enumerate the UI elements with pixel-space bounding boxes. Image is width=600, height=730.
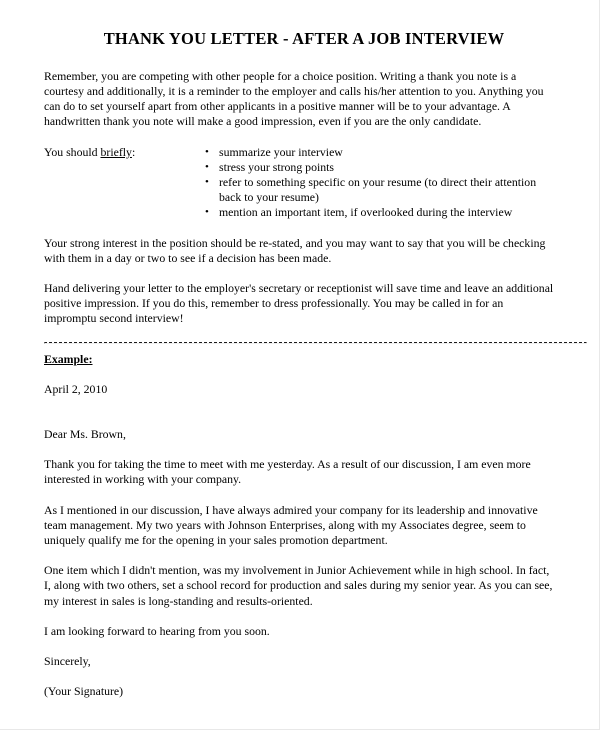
spacer [44,548,558,563]
spacer [44,221,558,236]
spacer [44,397,558,427]
example-heading: Example: [44,351,93,366]
spacer [44,367,558,382]
spacer [44,130,558,145]
spacer [44,327,558,342]
briefly-bullet-list [205,145,558,221]
letter-closing: Sincerely, [44,654,91,669]
letter-body-paragraph-2: As I mentioned in our discussion, I have always admired your company for its leadership and innovative team management. My two years with Johnson Enterprises, along with my Associates degree, seem to uniquely qualify me for the opening in your sales promotion department. [44,502,538,548]
briefly-section [44,145,558,221]
document-content [44,0,558,699]
letter-date: April 2, 2010 [44,381,108,396]
letter-signature-placeholder: (Your Signature) [44,684,124,699]
letter-body-paragraph-4: I am looking forward to hearing from you soon. [44,623,270,638]
briefly-label-emphasis: briefly [100,144,132,159]
spacer [44,488,558,503]
briefly-label-suffix: : [131,144,136,159]
spacer [44,639,558,654]
list-item: • refer to something specific on your resume (to direct their attention back to your resume) [205,175,558,205]
letter-salutation: Dear Ms. Brown, [44,427,126,442]
spacer [44,49,558,69]
list-item: • summarize your interview [205,145,558,160]
page-title: THANK YOU LETTER - AFTER A JOB INTERVIEW [103,29,505,48]
briefly-label-prefix: You should [44,144,101,159]
paragraph-3: Hand delivering your letter to the employer's secretary or receptionist will save time and leave an additional positive impression. If you do this, remember to dress professionally. You may be called in for an impromptu second interview! [44,281,554,326]
list-item: • mention an important item, if overlooked during the interview [205,205,558,220]
briefly-label [44,145,205,160]
letter-body-paragraph-3: One item which I didn't mention, was my involvement in Junior Achievement while in high school. In fact, I, along with two others, set a school record for production and sales during my senior year. As you can see, my interest in sales is long-standing and results-oriented. [44,563,553,608]
spacer [44,669,558,684]
spacer [44,609,558,624]
paragraph-2: Your strong interest in the position should be re-stated, and you may want to say that you will be checking with them in a day or two to see if a decision has been made. [44,235,546,265]
list-item: • stress your strong points [205,160,558,175]
spacer [44,266,558,281]
intro-paragraph: Remember, you are competing with other people for a choice position. Writing a thank you note is a courtesy and additionally, it is a reminder to the employer and calls his/her attention to you. Anything you can do to set yourself apart from other applicants in a positive manner will be to your advantage. A handwritten thank you note will make a good impression, even if you are the only candidate. [44,68,544,129]
spacer [44,442,558,457]
letter-body-paragraph-1: Thank you for taking the time to meet with me yesterday. As a result of our discussion, I am even more interested in working with your company. [44,457,531,487]
